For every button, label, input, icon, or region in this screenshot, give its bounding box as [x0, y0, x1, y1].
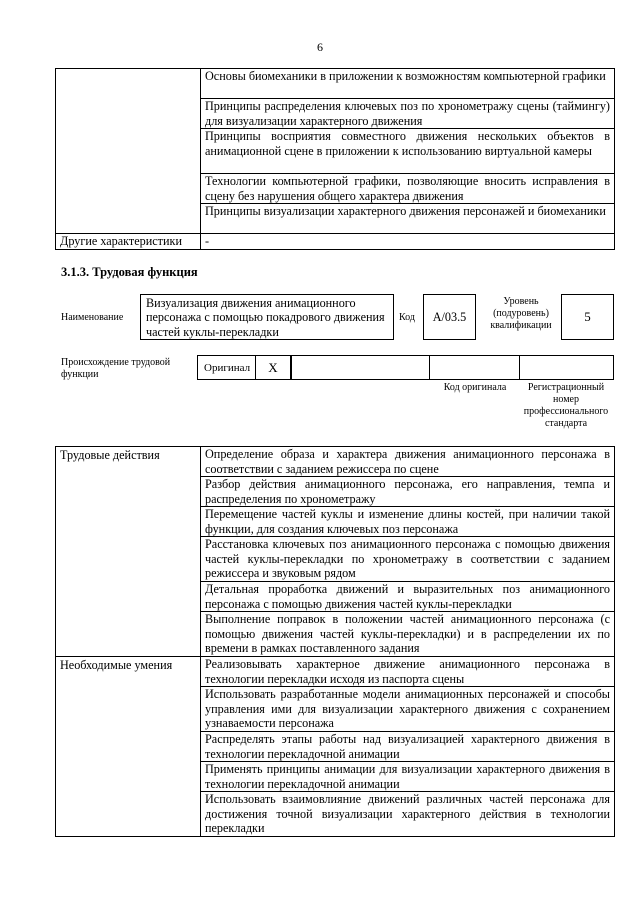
section-title: 3.1.3. Трудовая функция	[61, 265, 198, 279]
knowledge-item: Основы биомеханики в приложении к возможностям компьютерной графики	[201, 69, 615, 99]
borrowed-cell	[291, 355, 430, 380]
knowledge-table	[55, 68, 615, 250]
skill-item: Реализовывать характерное движение анимационного персонажа в технологии перекладки исходя из паспорта сцены	[201, 657, 615, 687]
knowledge-item: Принципы визуализации характерного движения персонажей и биомеханики	[201, 204, 615, 234]
skill-item: Использовать взаимовлияние движений различных частей персонажа для достижения точной визуализации характерного действия в технологии перекладки	[201, 792, 615, 837]
original-mark: X	[255, 355, 291, 380]
code-label: Код	[399, 312, 415, 323]
labor-action-item: Расстановка ключевых поз анимационного персонажа с помощью движения частей куклы-перекладки по хронометражу в соответствии с заданием режиссера и звуковым рядом	[201, 537, 615, 582]
labor-action-item: Определение образа и характера движения анимационного персонажа в соответствии с заданием режиссера по сцене	[201, 447, 615, 477]
level-label: Уровень (подуровень) квалификации	[490, 296, 552, 331]
origin-row	[197, 355, 614, 380]
labor-actions-table	[55, 446, 615, 837]
registration-number-caption: Регистрационный номер профессионального стандарта	[523, 382, 609, 429]
skill-item: Применять принципы анимации для визуализации характерного движения в технологии перекладочной анимации	[201, 762, 615, 792]
labor-action-item: Выполнение поправок в положении частей анимационного персонажа (с помощью движения частей куклы-перекладки) и в распределении их по времени в рамках поставленного задания	[201, 612, 615, 657]
labor-action-item: Разбор действия анимационного персонажа, его направления, темпа и распределения по хронометражу	[201, 477, 615, 507]
name-label: Наименование	[61, 312, 124, 323]
origin-label: Происхождение трудовой функции	[61, 357, 171, 380]
labor-actions-label: Трудовые действия	[56, 447, 201, 657]
original-code-cell	[430, 355, 520, 380]
knowledge-item: Принципы восприятия совместного движения нескольких объектов в анимационной сцене в приложении к использованию виртуальной камеры	[201, 129, 615, 174]
skill-item: Распределять этапы работы над визуализацией характерного движения в технологии перекладочной анимации	[201, 732, 615, 762]
labor-action-item: Детальная проработка движений и выразительных поз анимационного персонажа с помощью движения частей куклы-перекладки	[201, 582, 615, 612]
page-number: 6	[317, 40, 323, 54]
function-name-box: Визуализация движения анимационного персонажа с помощью покадрового движения частей куклы-перекладки	[140, 294, 394, 340]
registration-number-cell	[520, 355, 614, 380]
skill-item: Использовать разработанные модели анимационных персонажей и способы управления ими для визуализации характерного движения с сохранением узнаваемости персонажа	[201, 687, 615, 732]
original-code-caption: Код оригинала	[443, 382, 507, 393]
knowledge-label-cell	[56, 69, 201, 234]
level-box: 5	[561, 294, 614, 340]
labor-action-item: Перемещение частей куклы и изменение длины костей, при наличии такой функции, для создания ключевых поз персонажа	[201, 507, 615, 537]
skills-label: Необходимые умения	[56, 657, 201, 837]
other-characteristics-value: -	[201, 234, 615, 250]
other-characteristics-label: Другие характеристики	[56, 234, 201, 250]
code-box: A/03.5	[423, 294, 476, 340]
table-row	[56, 234, 615, 250]
table-row	[56, 657, 615, 687]
knowledge-item: Принципы распределения ключевых поз по хронометражу сцены (таймингу) для визуализации характерного движения	[201, 99, 615, 129]
table-row	[56, 69, 615, 99]
original-label: Оригинал	[197, 355, 255, 380]
knowledge-item: Технологии компьютерной графики, позволяющие вносить исправления в сцену без нарушения общего характера движения	[201, 174, 615, 204]
table-row	[56, 447, 615, 477]
